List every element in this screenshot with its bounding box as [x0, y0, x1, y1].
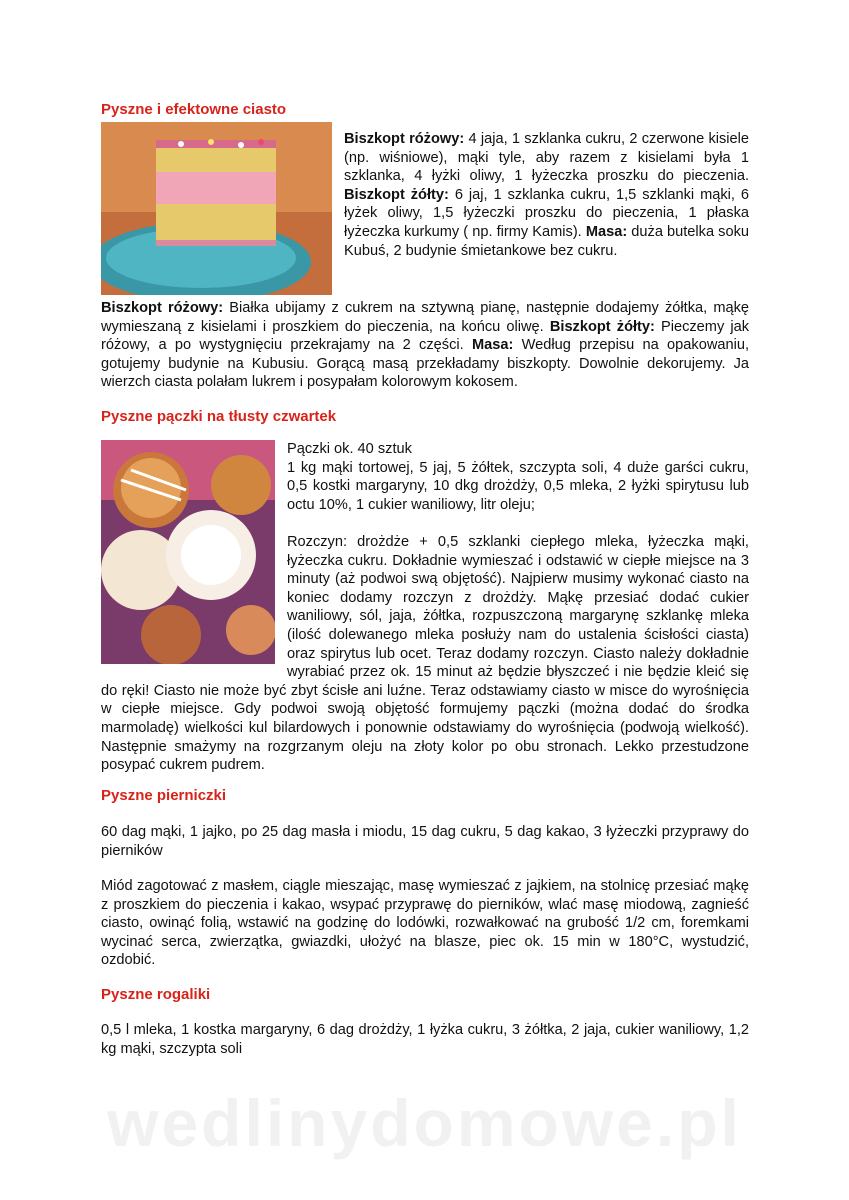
cake-ingredient-text-pink: 4 jaja, 1 szklanka cukru, 2 czerwone kisiele (np. wiśniowe), mąki tyle, aby razem z kisielami była 1 szklanka, 4 łyżki oliwy, 1 łyżeczka proszku do pieczenia. — [344, 131, 750, 185]
donuts-yield: Pączki ok. 40 sztuk — [287, 441, 412, 457]
cake-ingredient-label-pink: Biszkopt różowy: — [344, 131, 465, 147]
cake-ingredients — [344, 130, 749, 260]
recipe-title-donuts: Pyszne pączki na tłusty czwartek — [101, 408, 337, 425]
recipe-title-croissants: Pyszne rogaliki — [101, 986, 211, 1003]
recipe-title-cake: Pyszne i efektowne ciasto — [101, 101, 287, 118]
cake-method-label-mass: Masa: — [471, 337, 514, 354]
cake-method-text-yellow: Pieczemy jak różowy, a po wystygnięciu przekrajamy na 2 części. — [101, 318, 750, 354]
recipe-title-gingerbread: Pyszne pierniczki — [101, 787, 227, 804]
cake-method-text-mass: Według przepisu na opakowaniu, gotujemy budynie na Kubusiu. Gorącą masą przekładamy biszkopty. Dowolnie dekorujemy. Ja wierzch ciasta polałam lukrem i posypałam kolorowym kokosem. — [101, 337, 750, 391]
cake-ingredient-label-yellow: Biszkopt żółty: — [344, 186, 449, 203]
cake-method — [101, 299, 749, 392]
donuts-ingredients: 1 kg mąki tortowej, 5 jaj, 5 żółtek, szczypta soli, 4 duże garści cukru, 0,5 kostki margaryny, 10 dkg drożdży, 0,5 mleka, 2 łyżki spirytusu lub octu 10%, 1 cukier waniliowy, litr oleju; — [287, 459, 749, 513]
cake-ingredient-text-mass: duża butelka soku Kubuś, 2 budynie śmietankowe bez cukru. — [344, 223, 749, 259]
gingerbread-ingredients: 60 dag mąki, 1 jajko, po 25 dag masła i miodu, 15 dag cukru, 5 dag kakao, 3 łyżeczki przyprawy do pierników — [101, 824, 749, 859]
donuts-image — [101, 440, 275, 664]
cake-method-text-pink: Białka ubijamy z cukrem na sztywną pianę, następnie dodajemy żółtka, mąkę wymieszaną z kisielami i proszkiem do pieczenia, na końcu oliwę. — [101, 300, 750, 335]
cake-ingredient-label-mass: Masa: — [585, 223, 628, 240]
croissants-ingredients: 0,5 l mleka, 1 kostka margaryny, 6 dag drożdży, 1 łyżka cukru, 3 żółtka, 2 jaja, cukier waniliowy, 1,2 kg mąki, szczypta soli — [101, 1022, 749, 1057]
donuts-body — [101, 440, 749, 775]
donuts-method: Rozczyn: drożdże + 0,5 szklanki ciepłego mleka, łyżeczka mąki, łyżeczka cukru. Dokładnie wymieszać i odstawić w ciepłe miejsce na 3 minuty (aż podwoi swą objętość). Najpierw musimy wykonać ciasto na koniec dodamy rozczyn z drożdży. Mąkę przesiać dodać cukier waniliowy, sól, jaja, żółtka, rozpuszczoną margarynę szklankę mleka (ilość dolewanego mleka posłuży nam do ustalenia ścisłości ciasta) oraz spirytus lub ocet. Teraz dodamy rozczyn. Ciasto należy dokładnie wyrabiać przez ok. 15 minut aż będzie błyszczeć i nie będzie kleić się do ręki! Ciasto nie może być zbyt ścisłe ani luźne. Teraz odstawiamy ciasto w misce do wyrośnięcia w ciepłe miejsce. Gdy podwoi swoją objętość formujemy pączki (można dodać do środka marmoladę) wielkości kul bilardowych i ponownie odstawiamy do wyrośnięcia (podwoją wielkość). Następnie smażymy na rozgrzanym oleju na złoty kolor po obu stronach. Lekko przestudzone posypać cukrem pudrem. — [101, 533, 749, 774]
cake-method-label-pink: Biszkopt różowy: — [101, 300, 224, 316]
gingerbread-method: Miód zagotować z masłem, ciągle mieszając, masę wymieszać z jajkiem, na stolnicę przesiać mąkę z proszkiem do pieczenia i kakao, wsypać przyprawę do pierników, wlać masę miodową, zagnieść ciasto, owinąć folią, wstawić na godzinę do lodówki, rozwałkować na grubość 1/2 cm, foremkami wycinać serca, zwierzątka, gwiazdki, ułożyć na blasze, piec ok. 15 min w 180°C, wystudzić, ozdobić. — [101, 878, 749, 969]
layered-cake-image — [101, 122, 332, 295]
cake-method-label-yellow: Biszkopt żółty: — [549, 318, 655, 335]
site-watermark: wedlinydomowe.pl — [107, 1086, 742, 1160]
cake-ingredient-text-yellow: 6 jaj, 1 szklanka cukru, 1,5 szklanki mąki, 6 łyżek oliwy, 1,5 łyżeczki proszku do pieczenia, 1 płaska łyżeczka kurkumy ( np. firmy Kamis). — [344, 186, 750, 240]
